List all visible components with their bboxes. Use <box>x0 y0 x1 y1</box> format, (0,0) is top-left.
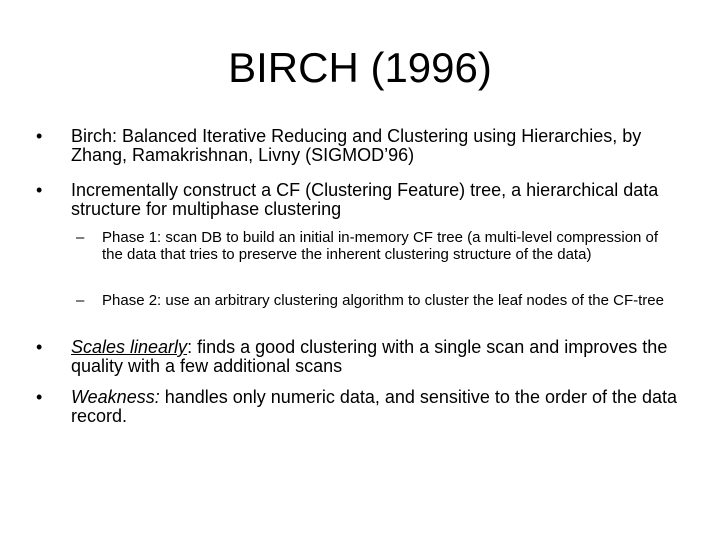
bullet-item <box>36 127 681 165</box>
sub-bullet-item <box>76 292 676 309</box>
bullet-rest-text: handles only numeric data, and sensitive to the order of the data record. <box>71 387 678 426</box>
bullet-rest-text: : finds a good clustering with a single scan and improves the quality with a few additional scans <box>71 337 668 376</box>
emphasis-text: Weakness: <box>71 387 160 407</box>
slide-title: BIRCH (1996) <box>228 44 492 91</box>
bullet-item <box>36 181 681 219</box>
bullet-item <box>36 338 681 376</box>
bullet-text: Birch: Balanced Iterative Reducing and Clustering using Hierarchies, by Zhang, Ramakrishnan, Livny (SIGMOD’96) <box>71 126 642 165</box>
bullet-text: Incrementally construct a CF (Clustering Feature) tree, a hierarchical data structure for multiphase clustering <box>71 180 659 219</box>
sub-bullet-item <box>76 229 676 263</box>
sub-bullet-text: Phase 2: use an arbitrary clustering algorithm to cluster the leaf nodes of the CF-tree <box>102 292 664 309</box>
bullet-text <box>71 388 681 426</box>
sub-bullet-marker: – <box>76 229 85 246</box>
bullet-marker: • <box>36 180 43 200</box>
sub-bullet-text: Phase 1: scan DB to build an initial in-memory CF tree (a multi-level compression of the data that tries to preserve the inherent clustering structure of the data) <box>102 229 659 263</box>
bullet-item <box>36 388 681 426</box>
bullet-text <box>71 338 681 376</box>
bullet-marker: • <box>36 337 43 357</box>
bullet-marker: • <box>36 126 43 146</box>
bullet-marker: • <box>36 387 43 407</box>
sub-bullet-marker: – <box>76 292 85 309</box>
emphasis-text: Scales linearly <box>71 337 188 357</box>
